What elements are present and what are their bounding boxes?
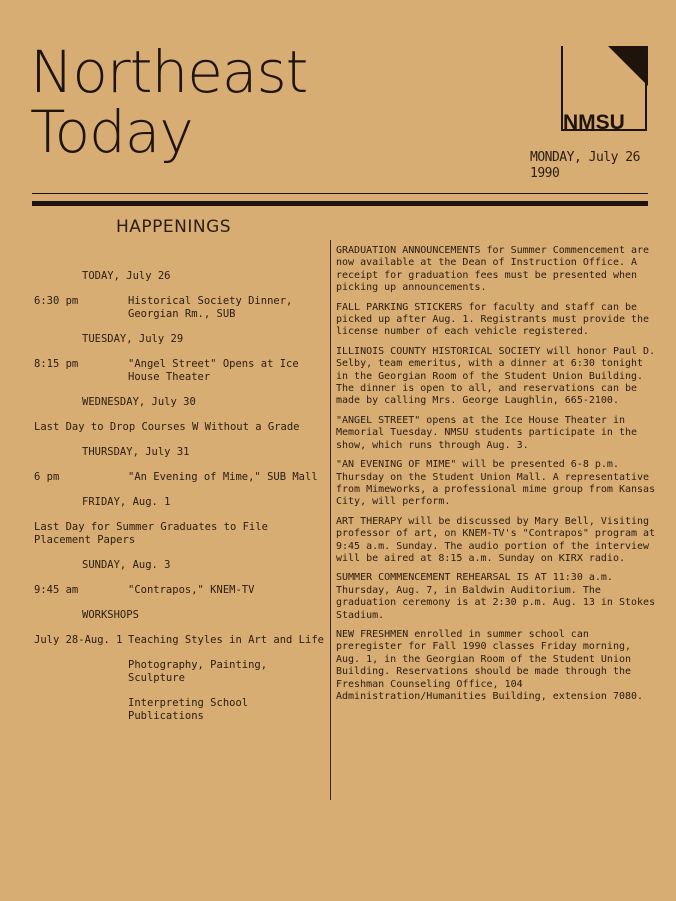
announcement-paragraph: ART THERAPY will be discussed by Mary Bell, Visiting professor of art, on KNEM-TV's "Contrapos" program at 9:45 a.m. Sunday. The audio portion of the interview will be aired at 8:15 a.m. Sunday on KIRX radio. bbox=[336, 515, 656, 564]
announcements-column bbox=[336, 245, 658, 710]
calendar-event bbox=[34, 471, 329, 484]
section-heading: HAPPENINGS bbox=[116, 217, 232, 237]
nmsu-logo bbox=[560, 44, 650, 136]
calendar-note: Last Day to Drop Courses W Without a Grade bbox=[34, 421, 300, 433]
masthead-line1: Northeast bbox=[30, 38, 308, 106]
event-time bbox=[34, 659, 128, 685]
date-line1: MONDAY, July 26 bbox=[530, 150, 640, 165]
calendar-event bbox=[34, 295, 329, 321]
announcement-paragraph: FALL PARKING STICKERS for faculty and staff can be picked up after Aug. 1. Registrants must provide the license number of each vehicle registered. bbox=[336, 301, 650, 338]
event-title: "Contrapos," KNEM-TV bbox=[128, 584, 255, 596]
calendar-column bbox=[34, 270, 329, 735]
event-title: "An Evening of Mime," SUB Mall bbox=[128, 471, 318, 483]
calendar-day-heading: TODAY, July 26 bbox=[82, 270, 171, 282]
announcement-paragraph: "ANGEL STREET" opens at the Ice House Theater in Memorial Tuesday. NMSU students participate in the show, which runs through Aug. 3. bbox=[336, 414, 638, 451]
event-time: 8:15 pm bbox=[34, 358, 79, 370]
calendar-event bbox=[34, 634, 329, 647]
announcement-paragraph: ILLINOIS COUNTY HISTORICAL SOCIETY will honor Paul D. Selby, team emeritus, with a dinner at 6:30 tonight in the Georgian Room of the Student Union Building. The dinner is open to all, and reservations can be made by calling Mrs. George Laughlin, 665-2100. bbox=[336, 345, 656, 407]
event-title: Interpreting School Publications bbox=[128, 697, 249, 722]
calendar-note: Last Day for Summer Graduates to File Placement Papers bbox=[34, 521, 268, 546]
calendar-event bbox=[34, 659, 329, 685]
logo-text: NMSU bbox=[563, 111, 625, 134]
calendar-event bbox=[34, 697, 329, 723]
announcement-paragraph: NEW FRESHMEN enrolled in summer school can preregister for Fall 1990 classes Friday morning, Aug. 1, in the Georgian Room of the Student Union Building. Reservations should be made through the Freshman Counseling Office, 104 Administration/Humanities Building, extension 7080. bbox=[336, 628, 644, 702]
column-divider bbox=[330, 240, 331, 800]
masthead-rule-thick bbox=[32, 201, 648, 206]
calendar-event bbox=[34, 358, 329, 384]
announcement-paragraph: GRADUATION ANNOUNCEMENTS for Summer Commencement are now available at the Dean of Instruction Office. A receipt for graduation fees must be presented when picking up announcements. bbox=[336, 245, 650, 294]
calendar-day-heading: THURSDAY, July 31 bbox=[82, 446, 190, 458]
calendar-day-heading: WEDNESDAY, July 30 bbox=[82, 396, 196, 408]
announcement-paragraph: SUMMER COMMENCEMENT REHEARSAL IS AT 11:30 a.m. Thursday, Aug. 7, in Baldwin Auditorium. The graduation ceremony is at 2:30 p.m. Aug. 13 in Stokes Stadium. bbox=[336, 572, 656, 621]
event-time bbox=[34, 697, 128, 723]
masthead-rule-thin bbox=[32, 193, 648, 194]
event-time: 9:45 am bbox=[34, 584, 79, 596]
calendar-event bbox=[34, 584, 329, 597]
event-time: 6 pm bbox=[34, 471, 60, 483]
date-line2: 1990 bbox=[530, 166, 560, 181]
event-time: July 28-Aug. 1 bbox=[34, 634, 123, 646]
calendar-day-heading: SUNDAY, Aug. 3 bbox=[82, 559, 171, 571]
masthead-line2: Today bbox=[30, 98, 193, 166]
event-title: Teaching Styles in Art and Life bbox=[128, 634, 324, 646]
event-time: 6:30 pm bbox=[34, 295, 79, 307]
event-title: Photography, Painting, Sculpture bbox=[128, 659, 268, 684]
calendar-day-heading: WORKSHOPS bbox=[82, 609, 139, 621]
calendar-day-heading: FRIDAY, Aug. 1 bbox=[82, 496, 171, 508]
announcement-paragraph: "AN EVENING OF MIME" will be presented 6-8 p.m. Thursday on the Student Union Mall. A representative from Mimeworks, a professional mime group from Kansas City, will perform. bbox=[336, 459, 656, 508]
calendar-day-heading: TUESDAY, July 29 bbox=[82, 333, 184, 345]
event-title: Historical Society Dinner, Georgian Rm., SUB bbox=[128, 295, 293, 320]
issue-date bbox=[530, 150, 670, 182]
masthead bbox=[30, 38, 308, 166]
event-title: "Angel Street" Opens at Ice House Theater bbox=[128, 358, 299, 383]
